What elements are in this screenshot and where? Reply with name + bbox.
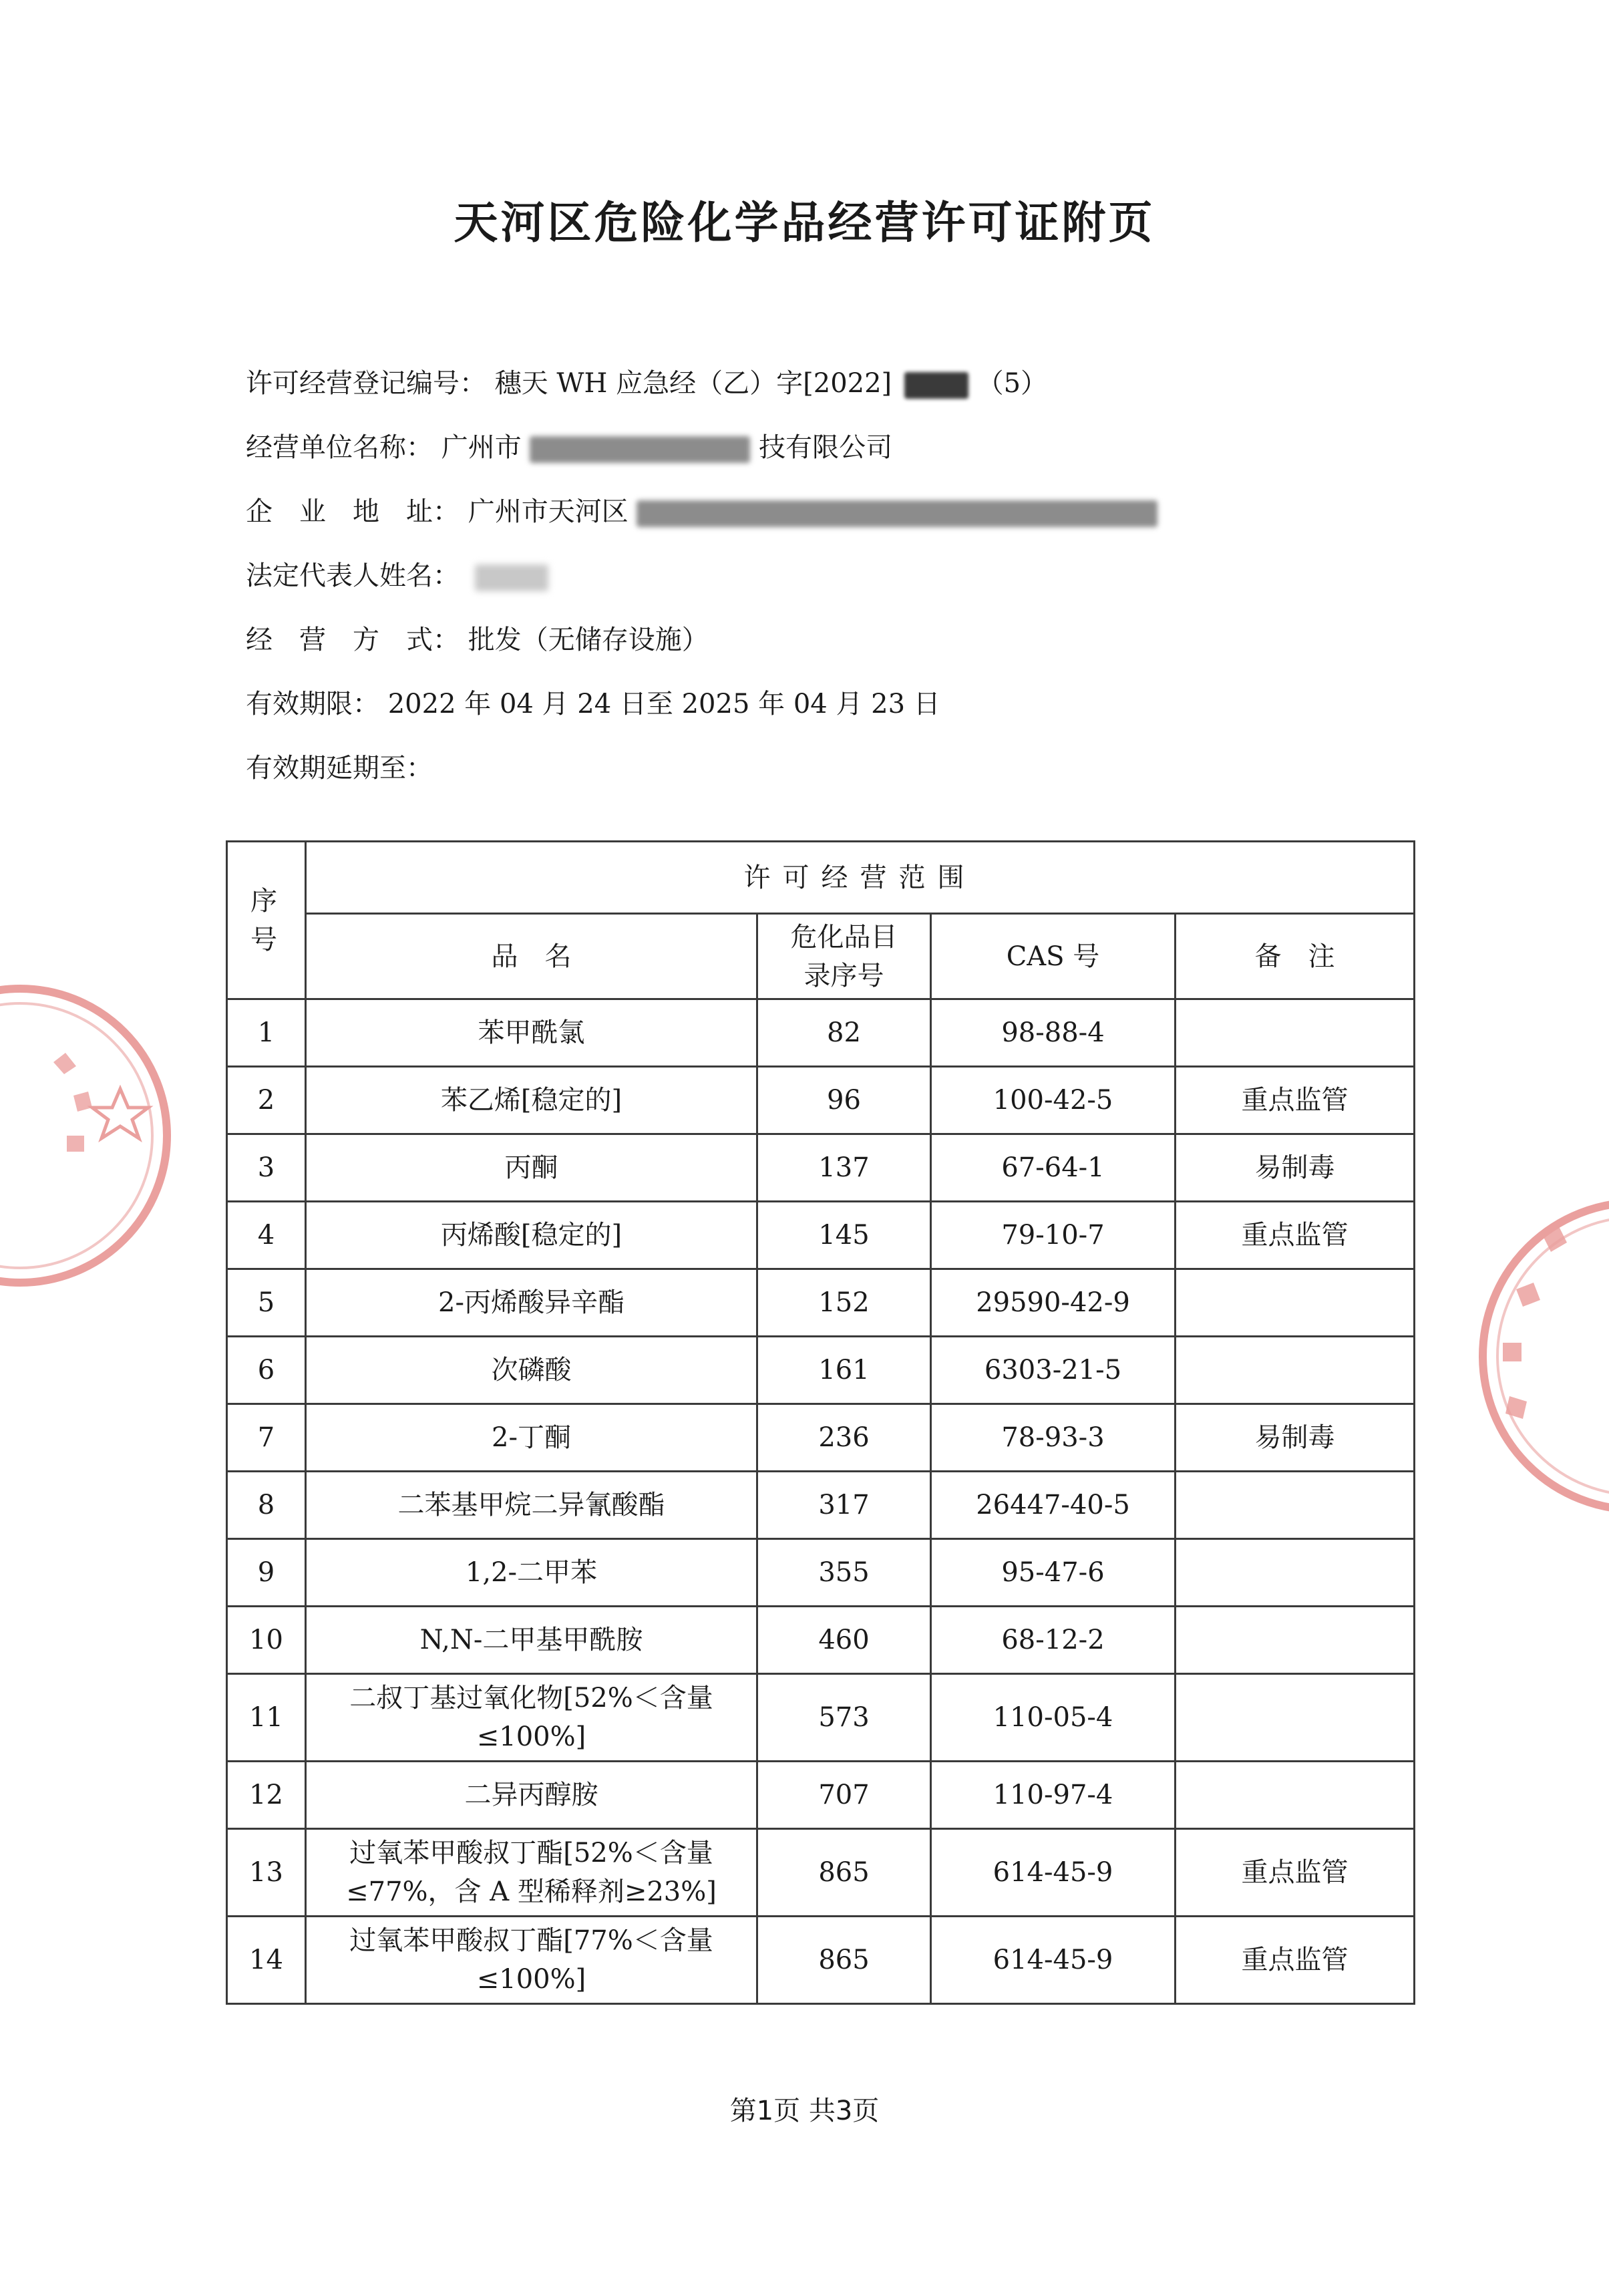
business-mode-label: 经 营 方 式： bbox=[246, 625, 460, 655]
row-catalog: 96 bbox=[757, 1067, 931, 1134]
table-row bbox=[227, 1067, 1415, 1134]
row-catalog: 865 bbox=[757, 1829, 931, 1917]
license-number-line bbox=[246, 362, 1047, 400]
legal-representative-label: 法定代表人姓名： bbox=[246, 560, 460, 591]
row-catalog: 82 bbox=[757, 999, 931, 1067]
table-row bbox=[227, 1134, 1415, 1202]
row-seq: 3 bbox=[227, 1134, 306, 1202]
table-row bbox=[227, 1202, 1415, 1269]
row-catalog: 460 bbox=[757, 1607, 931, 1674]
row-cas: 67-64-1 bbox=[931, 1134, 1176, 1202]
page-footer: 第1页 共3页 bbox=[729, 2096, 880, 2126]
row-note: 重点监管 bbox=[1176, 1202, 1415, 1269]
row-seq: 6 bbox=[227, 1337, 306, 1404]
table-row bbox=[227, 1607, 1415, 1674]
row-seq: 13 bbox=[227, 1829, 306, 1917]
row-catalog: 355 bbox=[757, 1539, 931, 1607]
table-row bbox=[227, 1404, 1415, 1472]
row-cas: 98-88-4 bbox=[931, 999, 1176, 1067]
row-catalog: 573 bbox=[757, 1674, 931, 1762]
legal-representative-line bbox=[246, 554, 548, 593]
row-seq: 4 bbox=[227, 1202, 306, 1269]
row-note bbox=[1176, 1607, 1415, 1674]
row-name: 二苯基甲烷二异氰酸酯 bbox=[306, 1472, 757, 1539]
license-number-suffix: （5） bbox=[976, 368, 1048, 399]
row-seq: 11 bbox=[227, 1674, 306, 1762]
scope-header: 许可经营范围 bbox=[306, 842, 1415, 914]
row-seq: 12 bbox=[227, 1762, 306, 1829]
row-cas: 100-42-5 bbox=[931, 1067, 1176, 1134]
row-note bbox=[1176, 1674, 1415, 1762]
col-catalog-header: 危化品目录序号 bbox=[757, 914, 931, 999]
table-row bbox=[227, 1337, 1415, 1404]
col-name-header: 品 名 bbox=[306, 914, 757, 999]
row-seq: 1 bbox=[227, 999, 306, 1067]
redacted-license-number bbox=[904, 372, 968, 399]
company-name-prefix: 广州市 bbox=[441, 432, 522, 463]
row-name: 丙酮 bbox=[306, 1134, 757, 1202]
redacted-legal-representative bbox=[475, 564, 548, 591]
row-name: 苯乙烯[稳定的] bbox=[306, 1067, 757, 1134]
row-note bbox=[1176, 1539, 1415, 1607]
license-number-label: 许可经营登记编号： bbox=[246, 368, 486, 399]
row-cas: 68-12-2 bbox=[931, 1607, 1176, 1674]
row-name: 2-丙烯酸异辛酯 bbox=[306, 1269, 757, 1337]
official-seal-right bbox=[1469, 1169, 1609, 1543]
row-cas: 110-97-4 bbox=[931, 1762, 1176, 1829]
table-row bbox=[227, 999, 1415, 1067]
extension-line bbox=[246, 747, 433, 785]
row-name: 丙烯酸[稳定的] bbox=[306, 1202, 757, 1269]
table-row bbox=[227, 1269, 1415, 1337]
table-row bbox=[227, 1762, 1415, 1829]
row-note bbox=[1176, 999, 1415, 1067]
row-catalog: 236 bbox=[757, 1404, 931, 1472]
row-catalog: 137 bbox=[757, 1134, 931, 1202]
document-title: 天河区危险化学品经营许可证附页 bbox=[454, 196, 1155, 249]
row-note bbox=[1176, 1472, 1415, 1539]
row-note: 重点监管 bbox=[1176, 1829, 1415, 1917]
table-row bbox=[227, 1539, 1415, 1607]
address-line bbox=[246, 490, 1157, 528]
row-cas: 26447-40-5 bbox=[931, 1472, 1176, 1539]
row-note: 易制毒 bbox=[1176, 1404, 1415, 1472]
row-seq: 9 bbox=[227, 1539, 306, 1607]
row-cas: 110-05-4 bbox=[931, 1674, 1176, 1762]
row-seq: 7 bbox=[227, 1404, 306, 1472]
row-cas: 614-45-9 bbox=[931, 1829, 1176, 1917]
row-note bbox=[1176, 1762, 1415, 1829]
address-label: 企 业 地 址： bbox=[246, 496, 460, 527]
table-row bbox=[227, 1472, 1415, 1539]
col-cas-header: CAS 号 bbox=[931, 914, 1176, 999]
table-row bbox=[227, 1829, 1415, 1917]
row-catalog: 317 bbox=[757, 1472, 931, 1539]
company-name-line bbox=[246, 426, 892, 464]
row-name: 2-丁酮 bbox=[306, 1404, 757, 1472]
validity-line bbox=[246, 683, 940, 721]
table-row bbox=[227, 1674, 1415, 1762]
redacted-address bbox=[637, 500, 1157, 527]
row-name: N,N-二甲基甲酰胺 bbox=[306, 1607, 757, 1674]
business-mode-line bbox=[246, 619, 709, 657]
row-seq: 10 bbox=[227, 1607, 306, 1674]
row-cas: 78-93-3 bbox=[931, 1404, 1176, 1472]
row-cas: 6303-21-5 bbox=[931, 1337, 1176, 1404]
validity-value: 2022 年 04 月 24 日至 2025 年 04 月 23 日 bbox=[387, 689, 940, 719]
row-name: 过氧苯甲酸叔丁酯[52%＜含量≤77%，含 A 型稀释剂≥23%] bbox=[306, 1829, 757, 1917]
row-catalog: 865 bbox=[757, 1917, 931, 2004]
extension-label: 有效期延期至： bbox=[246, 753, 433, 784]
row-cas: 29590-42-9 bbox=[931, 1269, 1176, 1337]
row-note: 重点监管 bbox=[1176, 1917, 1415, 2004]
row-note: 重点监管 bbox=[1176, 1067, 1415, 1134]
row-name: 次磷酸 bbox=[306, 1337, 757, 1404]
seq-header: 序号 bbox=[227, 842, 306, 999]
redacted-company-name bbox=[530, 436, 750, 463]
address-prefix: 广州市天河区 bbox=[468, 496, 629, 527]
license-scope-table bbox=[226, 840, 1415, 2005]
row-name: 过氧苯甲酸叔丁酯[77%＜含量≤100%] bbox=[306, 1917, 757, 2004]
row-cas: 95-47-6 bbox=[931, 1539, 1176, 1607]
row-cas: 614-45-9 bbox=[931, 1917, 1176, 2004]
row-catalog: 161 bbox=[757, 1337, 931, 1404]
row-seq: 2 bbox=[227, 1067, 306, 1134]
validity-label: 有效期限： bbox=[246, 689, 379, 719]
row-note: 易制毒 bbox=[1176, 1134, 1415, 1202]
col-note-header: 备 注 bbox=[1176, 914, 1415, 999]
table-row bbox=[227, 1917, 1415, 2004]
row-name: 1,2-二甲苯 bbox=[306, 1539, 757, 1607]
row-catalog: 145 bbox=[757, 1202, 931, 1269]
business-mode-value: 批发（无储存设施） bbox=[468, 625, 709, 655]
row-name: 苯甲酰氯 bbox=[306, 999, 757, 1067]
row-seq: 14 bbox=[227, 1917, 306, 2004]
row-note bbox=[1176, 1269, 1415, 1337]
company-name-label: 经营单位名称： bbox=[246, 432, 433, 463]
row-name: 二叔丁基过氧化物[52%＜含量≤100%] bbox=[306, 1674, 757, 1762]
row-seq: 8 bbox=[227, 1472, 306, 1539]
company-name-suffix: 技有限公司 bbox=[759, 432, 893, 463]
license-number-prefix: 穗天 WH 应急经（乙）字[2022] bbox=[494, 368, 892, 399]
row-catalog: 707 bbox=[757, 1762, 931, 1829]
row-name: 二异丙醇胺 bbox=[306, 1762, 757, 1829]
official-seal-left bbox=[0, 922, 187, 1349]
row-note bbox=[1176, 1337, 1415, 1404]
table-body bbox=[227, 999, 1415, 2004]
row-cas: 79-10-7 bbox=[931, 1202, 1176, 1269]
row-seq: 5 bbox=[227, 1269, 306, 1337]
row-catalog: 152 bbox=[757, 1269, 931, 1337]
